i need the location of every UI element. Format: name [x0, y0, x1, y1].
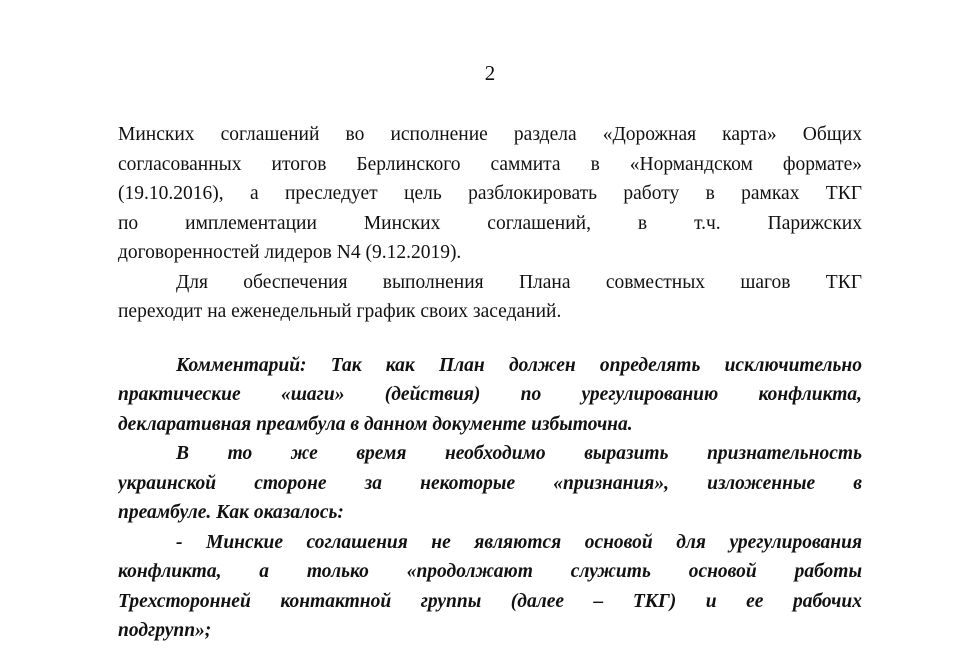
comment-line: практические «шаги» (действия) по урегулированию конфликта, [118, 384, 862, 405]
paragraph-line: переходит на еженедельный график своих заседаний. [118, 301, 562, 322]
comment-paragraph-3 [118, 528, 862, 646]
paragraph-spacer [118, 327, 862, 351]
comment-paragraph-1 [118, 351, 862, 440]
document-body [118, 120, 862, 646]
paragraph-1 [118, 120, 862, 268]
paragraph-line: (19.10.2016), а преследует цель разблокировать работу в рамках ТКГ [118, 183, 862, 204]
comment-line: преамбуле. Как оказалось: [118, 502, 344, 523]
paragraph-line: согласованных итогов Берлинского саммита в «Нормандском формате» [118, 153, 862, 175]
paragraph-line: по имплементации Минских соглашений, в т.ч. Парижских [118, 212, 862, 234]
comment-line: декларативная преамбула в данном документе избыточна. [118, 413, 633, 435]
comment-line: подгрупп»; [118, 620, 212, 641]
comment-line: Трехсторонней контактной группы (далее – ТКГ) и ее рабочих [118, 590, 862, 612]
paragraph-line: Минских соглашений во исполнение раздела «Дорожная карта» Общих [118, 124, 862, 145]
page-number: 2 [484, 61, 496, 85]
comment-line: В то же время необходимо выразить признательность [176, 443, 862, 464]
paragraph-line: договоренностей лидеров N4 (9.12.2019). [118, 242, 462, 263]
comment-line: Комментарий: Так как План должен определять исключительно [176, 354, 862, 376]
paragraph-2 [118, 268, 862, 327]
comment-line: украинской стороне за некоторые «признания», изложенные в [118, 472, 862, 494]
comment-line: конфликта, а только «продолжают служить основой работы [118, 561, 862, 582]
paragraph-line: Для обеспечения выполнения Плана совместных шагов ТКГ [176, 271, 862, 293]
comment-paragraph-2 [118, 439, 862, 528]
comment-line: - Минские соглашения не являются основой для урегулирования [176, 531, 862, 553]
